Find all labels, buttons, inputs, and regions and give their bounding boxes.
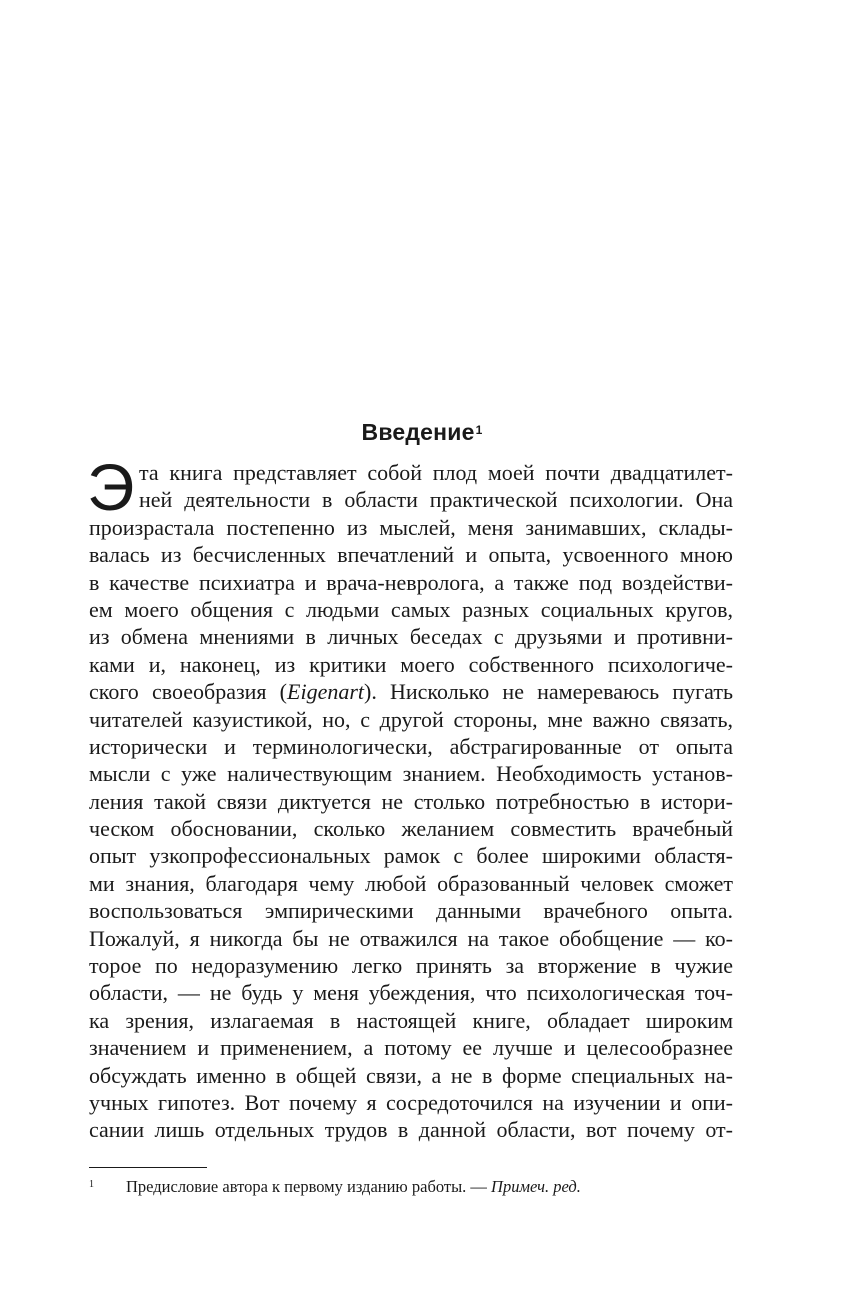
text-line: значением и применением, а потому ее лучше и целесообразнее: [89, 1035, 733, 1061]
text-line: ней деятельности в области практической психологии. Она: [139, 487, 733, 513]
text-line: ческом обосновании, сколько желанием совместить врачебный: [89, 816, 733, 842]
text-line: воспользоваться эмпирическими данными врачебного опыта.: [89, 898, 733, 924]
text-line: произрастала постепенно из мыслей, меня занимавших, склады-: [89, 514, 733, 540]
drop-cap: Э: [87, 450, 135, 524]
footnote-reference: 1: [475, 423, 483, 437]
text-line: исторически и терминологически, абстрагированные от опыта: [89, 733, 733, 759]
footnote-divider: [89, 1167, 207, 1168]
text-line-with-italic: ского своеобразия (Eigenart). Нисколько не намереваюсь пугать: [89, 679, 733, 705]
footnote-number: 1: [89, 1179, 94, 1190]
text-line: валась из бесчисленных впечатлений и опыта, усвоенного мною: [89, 542, 733, 568]
text-line: та книга представляет собой плод моей почти двадцатилет-: [139, 460, 733, 485]
text-line: торое по недоразумению легко принять за вторжение в чужие: [89, 953, 733, 979]
text-line: Пожалуй, я никогда бы не отважился на такое обобщение — ко-: [89, 925, 733, 951]
footnote-text: [126, 1176, 581, 1198]
text-line: ми знания, благодаря чему любой образованный человек сможет: [89, 870, 733, 896]
text-line: ления такой связи диктуется не столько потребностью в истори-: [89, 788, 733, 814]
text-line: в качестве психиатра и врача-невролога, а также под воздействи-: [89, 569, 733, 595]
text-line: ка зрения, излагаемая в настоящей книге, обладает широким: [89, 1007, 733, 1033]
footnote-body: Предисловие автора к первому изданию работы. —: [126, 1177, 492, 1196]
text-line: опыт узкопрофессиональных рамок с более широкими областя-: [89, 843, 733, 869]
editor-note: Примеч. ред.: [491, 1177, 581, 1196]
body-text: [87, 450, 733, 1144]
italic-term: Eigenart: [287, 679, 365, 705]
text-line: области, — не будь у меня убеждения, что психологическая точ-: [89, 980, 733, 1006]
text-line: ем моего общения с людьми самых разных социальных кругов,: [89, 596, 733, 622]
chapter-heading: [0, 418, 844, 446]
text-line: мысли с уже наличествующим знанием. Необходимость установ-: [89, 761, 733, 787]
text-line: из обмена мнениями в личных беседах с друзьями и противни-: [89, 624, 733, 650]
text-line: читателей казуистикой, но, с другой стороны, мне важно связать,: [89, 706, 733, 732]
text-line: обсуждать именно в общей связи, а не в форме специальных на-: [89, 1062, 733, 1088]
text-line: ками и, наконец, из критики моего собственного психологиче-: [89, 651, 733, 677]
chapter-title: Введение: [361, 419, 475, 445]
text-line: учных гипотез. Вот почему я сосредоточился на изучении и опи-: [89, 1089, 733, 1115]
text-line: сании лишь отдельных трудов в данной области, вот почему от-: [89, 1117, 733, 1143]
